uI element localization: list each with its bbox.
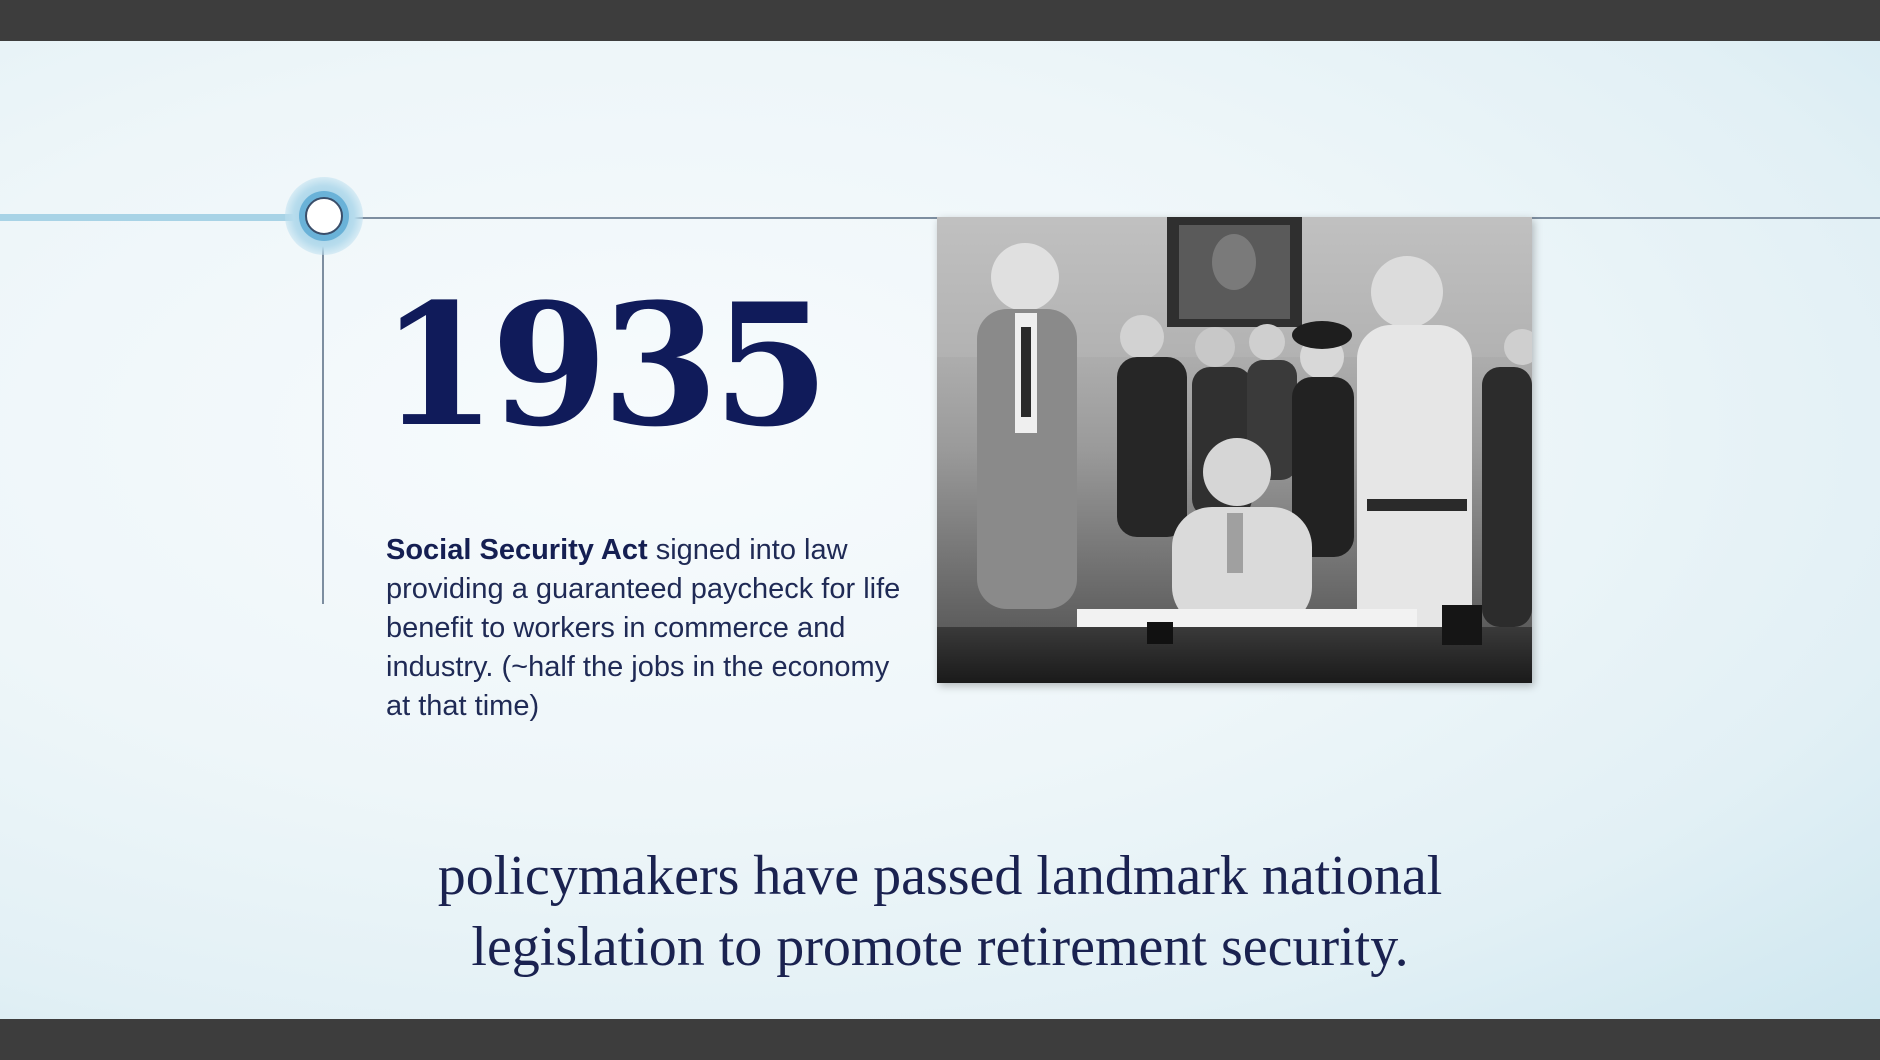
event-text: signed into law providing a guaranteed paycheck for life benefit to workers in commerce and industry. (~half the jobs in the economy at that time) — [386, 534, 901, 722]
timeline-slide — [0, 41, 1880, 1019]
event-description — [386, 531, 906, 726]
event-title: Social Security Act — [386, 534, 648, 566]
subtitle-caption — [0, 841, 1880, 983]
timeline-node-icon — [305, 197, 343, 235]
year-heading: 1935 — [380, 266, 824, 464]
timeline-connector — [322, 246, 324, 604]
caption-line-2: legislation to promote retirement security. — [471, 916, 1409, 978]
timeline-progress-line — [0, 214, 300, 221]
historical-photo — [937, 217, 1532, 683]
signing-ceremony-photo-icon — [937, 217, 1532, 683]
letterbox-bottom — [0, 1019, 1880, 1060]
letterbox-top — [0, 0, 1880, 41]
caption-line-1: policymakers have passed landmark national — [437, 845, 1443, 907]
